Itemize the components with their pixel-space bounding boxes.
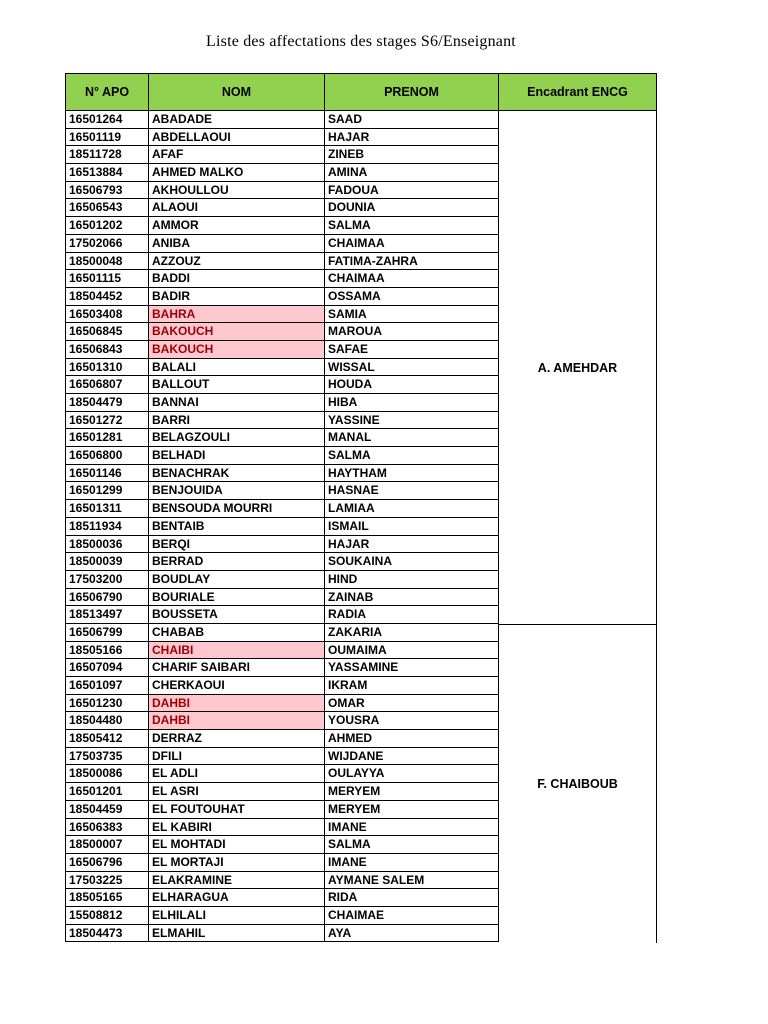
- cell-apo: 16501299: [65, 482, 149, 500]
- cell-prenom: HOUDA: [325, 376, 499, 394]
- cell-nom: DERRAZ: [149, 730, 325, 748]
- cell-apo: 17503200: [65, 571, 149, 589]
- cell-apo: 16506793: [65, 182, 149, 200]
- cell-nom: EL MORTAJI: [149, 854, 325, 872]
- cell-nom: DAHBI: [149, 695, 325, 713]
- cell-nom: ABADADE: [149, 111, 325, 129]
- cell-prenom: HAJAR: [325, 129, 499, 147]
- cell-apo: 16506543: [65, 199, 149, 217]
- cell-prenom: DOUNIA: [325, 199, 499, 217]
- cell-prenom: SALMA: [325, 447, 499, 465]
- cell-nom: BAKOUCH: [149, 341, 325, 359]
- cell-prenom: WIJDANE: [325, 748, 499, 766]
- cell-apo: 18500086: [65, 765, 149, 783]
- cell-prenom: HAJAR: [325, 536, 499, 554]
- cell-nom: DAHBI: [149, 712, 325, 730]
- cell-prenom: IKRAM: [325, 677, 499, 695]
- cell-apo: 16506796: [65, 854, 149, 872]
- cell-apo: 16501146: [65, 465, 149, 483]
- cell-apo: 16513884: [65, 164, 149, 182]
- cell-prenom: OULAYYA: [325, 765, 499, 783]
- cell-prenom: IMANE: [325, 854, 499, 872]
- cell-apo: 16501311: [65, 500, 149, 518]
- cell-nom: BADIR: [149, 288, 325, 306]
- cell-apo: 17502066: [65, 235, 149, 253]
- cell-nom: EL ADLI: [149, 765, 325, 783]
- cell-apo: 18505165: [65, 889, 149, 907]
- cell-apo: 16501201: [65, 783, 149, 801]
- cell-apo: 16506845: [65, 323, 149, 341]
- cell-nom: BARRI: [149, 412, 325, 430]
- cell-prenom: YASSINE: [325, 412, 499, 430]
- cell-apo: 18511728: [65, 146, 149, 164]
- cell-nom: BERQI: [149, 536, 325, 554]
- cell-prenom: ZAKARIA: [325, 624, 499, 642]
- cell-prenom: OUMAIMA: [325, 642, 499, 660]
- cell-apo: 16501119: [65, 129, 149, 147]
- cell-prenom: AHMED: [325, 730, 499, 748]
- cell-nom: BOURIALE: [149, 589, 325, 607]
- cell-apo: 18500007: [65, 836, 149, 854]
- cell-apo: 16501097: [65, 677, 149, 695]
- cell-nom: AHMED MALKO: [149, 164, 325, 182]
- cell-apo: 16506807: [65, 376, 149, 394]
- cell-apo: 18504479: [65, 394, 149, 412]
- cell-nom: EL ASRI: [149, 783, 325, 801]
- cell-nom: CHERKAOUI: [149, 677, 325, 695]
- cell-apo: 16506790: [65, 589, 149, 607]
- cell-apo: 18504452: [65, 288, 149, 306]
- cell-nom: ABDELLAOUI: [149, 129, 325, 147]
- cell-prenom: YOUSRA: [325, 712, 499, 730]
- cell-nom: BADDI: [149, 270, 325, 288]
- cell-prenom: SAMIA: [325, 306, 499, 324]
- cell-prenom: OSSAMA: [325, 288, 499, 306]
- cell-nom: ELAKRAMINE: [149, 872, 325, 890]
- cell-apo: 18511934: [65, 518, 149, 536]
- cell-nom: BOUDLAY: [149, 571, 325, 589]
- cell-apo: 16506800: [65, 447, 149, 465]
- cell-prenom: AYA: [325, 925, 499, 943]
- cell-nom: BERRAD: [149, 553, 325, 571]
- cell-apo: 16507094: [65, 659, 149, 677]
- cell-nom: BOUSSETA: [149, 606, 325, 624]
- cell-prenom: ZAINAB: [325, 589, 499, 607]
- cell-prenom: WISSAL: [325, 359, 499, 377]
- cell-nom: BENACHRAK: [149, 465, 325, 483]
- cell-prenom: FADOUA: [325, 182, 499, 200]
- cell-apo: 16501264: [65, 111, 149, 129]
- cell-prenom: AYMANE SALEM: [325, 872, 499, 890]
- cell-nom: BAHRA: [149, 306, 325, 324]
- cell-apo: 18504473: [65, 925, 149, 943]
- cell-apo: 15508812: [65, 907, 149, 925]
- cell-apo: 17503735: [65, 748, 149, 766]
- cell-apo: 16506843: [65, 341, 149, 359]
- cell-prenom: MERYEM: [325, 801, 499, 819]
- cell-apo: 16506799: [65, 624, 149, 642]
- cell-nom: BALALI: [149, 359, 325, 377]
- cell-apo: 16501310: [65, 359, 149, 377]
- cell-apo: 18513497: [65, 606, 149, 624]
- page-title: Liste des affectations des stages S6/Enseignant: [206, 33, 516, 50]
- cell-apo: 18504480: [65, 712, 149, 730]
- cell-prenom: CHAIMAA: [325, 235, 499, 253]
- cell-prenom: ISMAIL: [325, 518, 499, 536]
- cell-nom: BELAGZOULI: [149, 429, 325, 447]
- cell-prenom: HAYTHAM: [325, 465, 499, 483]
- table-body: [65, 111, 657, 942]
- cell-prenom: CHAIMAE: [325, 907, 499, 925]
- cell-nom: CHARIF SAIBARI: [149, 659, 325, 677]
- cell-prenom: CHAIMAA: [325, 270, 499, 288]
- cell-nom: AFAF: [149, 146, 325, 164]
- cell-nom: EL MOHTADI: [149, 836, 325, 854]
- cell-nom: AZZOUZ: [149, 253, 325, 271]
- cell-prenom: MERYEM: [325, 783, 499, 801]
- encadrant-group-1: A. AMEHDAR: [499, 111, 657, 625]
- cell-prenom: SAFAE: [325, 341, 499, 359]
- cell-apo: 16501202: [65, 217, 149, 235]
- cell-nom: BANNAI: [149, 394, 325, 412]
- cell-prenom: FATIMA-ZAHRA: [325, 253, 499, 271]
- cell-apo: 18500048: [65, 253, 149, 271]
- cell-nom: AMMOR: [149, 217, 325, 235]
- cell-prenom: IMANE: [325, 819, 499, 837]
- cell-apo: 18504459: [65, 801, 149, 819]
- header-nom: NOM: [149, 73, 325, 111]
- cell-nom: BENTAIB: [149, 518, 325, 536]
- cell-apo: 18505166: [65, 642, 149, 660]
- cell-nom: ELHILALI: [149, 907, 325, 925]
- cell-prenom: MANAL: [325, 429, 499, 447]
- cell-nom: BELHADI: [149, 447, 325, 465]
- cell-apo: 16501115: [65, 270, 149, 288]
- assignments-table: [65, 73, 657, 942]
- cell-nom: ALAOUI: [149, 199, 325, 217]
- header-encadrant: Encadrant ENCG: [499, 73, 657, 111]
- table-header: [65, 73, 657, 111]
- cell-nom: CHABAB: [149, 624, 325, 642]
- cell-prenom: HIBA: [325, 394, 499, 412]
- cell-apo: 18500036: [65, 536, 149, 554]
- cell-prenom: LAMIAA: [325, 500, 499, 518]
- cell-apo: 16501230: [65, 695, 149, 713]
- cell-prenom: SALMA: [325, 217, 499, 235]
- cell-prenom: SAAD: [325, 111, 499, 129]
- cell-prenom: RIDA: [325, 889, 499, 907]
- cell-nom: BENSOUDA MOURRI: [149, 500, 325, 518]
- cell-nom: ANIBA: [149, 235, 325, 253]
- cell-nom: BALLOUT: [149, 376, 325, 394]
- cell-prenom: AMINA: [325, 164, 499, 182]
- header-apo: N° APO: [65, 73, 149, 111]
- cell-prenom: ZINEB: [325, 146, 499, 164]
- cell-nom: AKHOULLOU: [149, 182, 325, 200]
- cell-prenom: OMAR: [325, 695, 499, 713]
- cell-prenom: YASSAMINE: [325, 659, 499, 677]
- header-prenom: PRENOM: [325, 73, 499, 111]
- cell-prenom: MAROUA: [325, 323, 499, 341]
- cell-apo: 16501281: [65, 429, 149, 447]
- cell-apo: 16506383: [65, 819, 149, 837]
- cell-prenom: HASNAE: [325, 482, 499, 500]
- cell-nom: BENJOUIDA: [149, 482, 325, 500]
- cell-nom: EL FOUTOUHAT: [149, 801, 325, 819]
- cell-apo: 18505412: [65, 730, 149, 748]
- cell-apo: 16503408: [65, 306, 149, 324]
- cell-prenom: SOUKAINA: [325, 553, 499, 571]
- cell-prenom: SALMA: [325, 836, 499, 854]
- cell-prenom: RADIA: [325, 606, 499, 624]
- cell-nom: ELHARAGUA: [149, 889, 325, 907]
- cell-apo: 17503225: [65, 872, 149, 890]
- cell-nom: ELMAHIL: [149, 925, 325, 943]
- cell-nom: CHAIBI: [149, 642, 325, 660]
- encadrant-group-2: F. CHAIBOUB: [499, 625, 657, 943]
- cell-apo: 18500039: [65, 553, 149, 571]
- cell-prenom: HIND: [325, 571, 499, 589]
- cell-nom: DFILI: [149, 748, 325, 766]
- cell-apo: 16501272: [65, 412, 149, 430]
- cell-nom: EL KABIRI: [149, 819, 325, 837]
- cell-nom: BAKOUCH: [149, 323, 325, 341]
